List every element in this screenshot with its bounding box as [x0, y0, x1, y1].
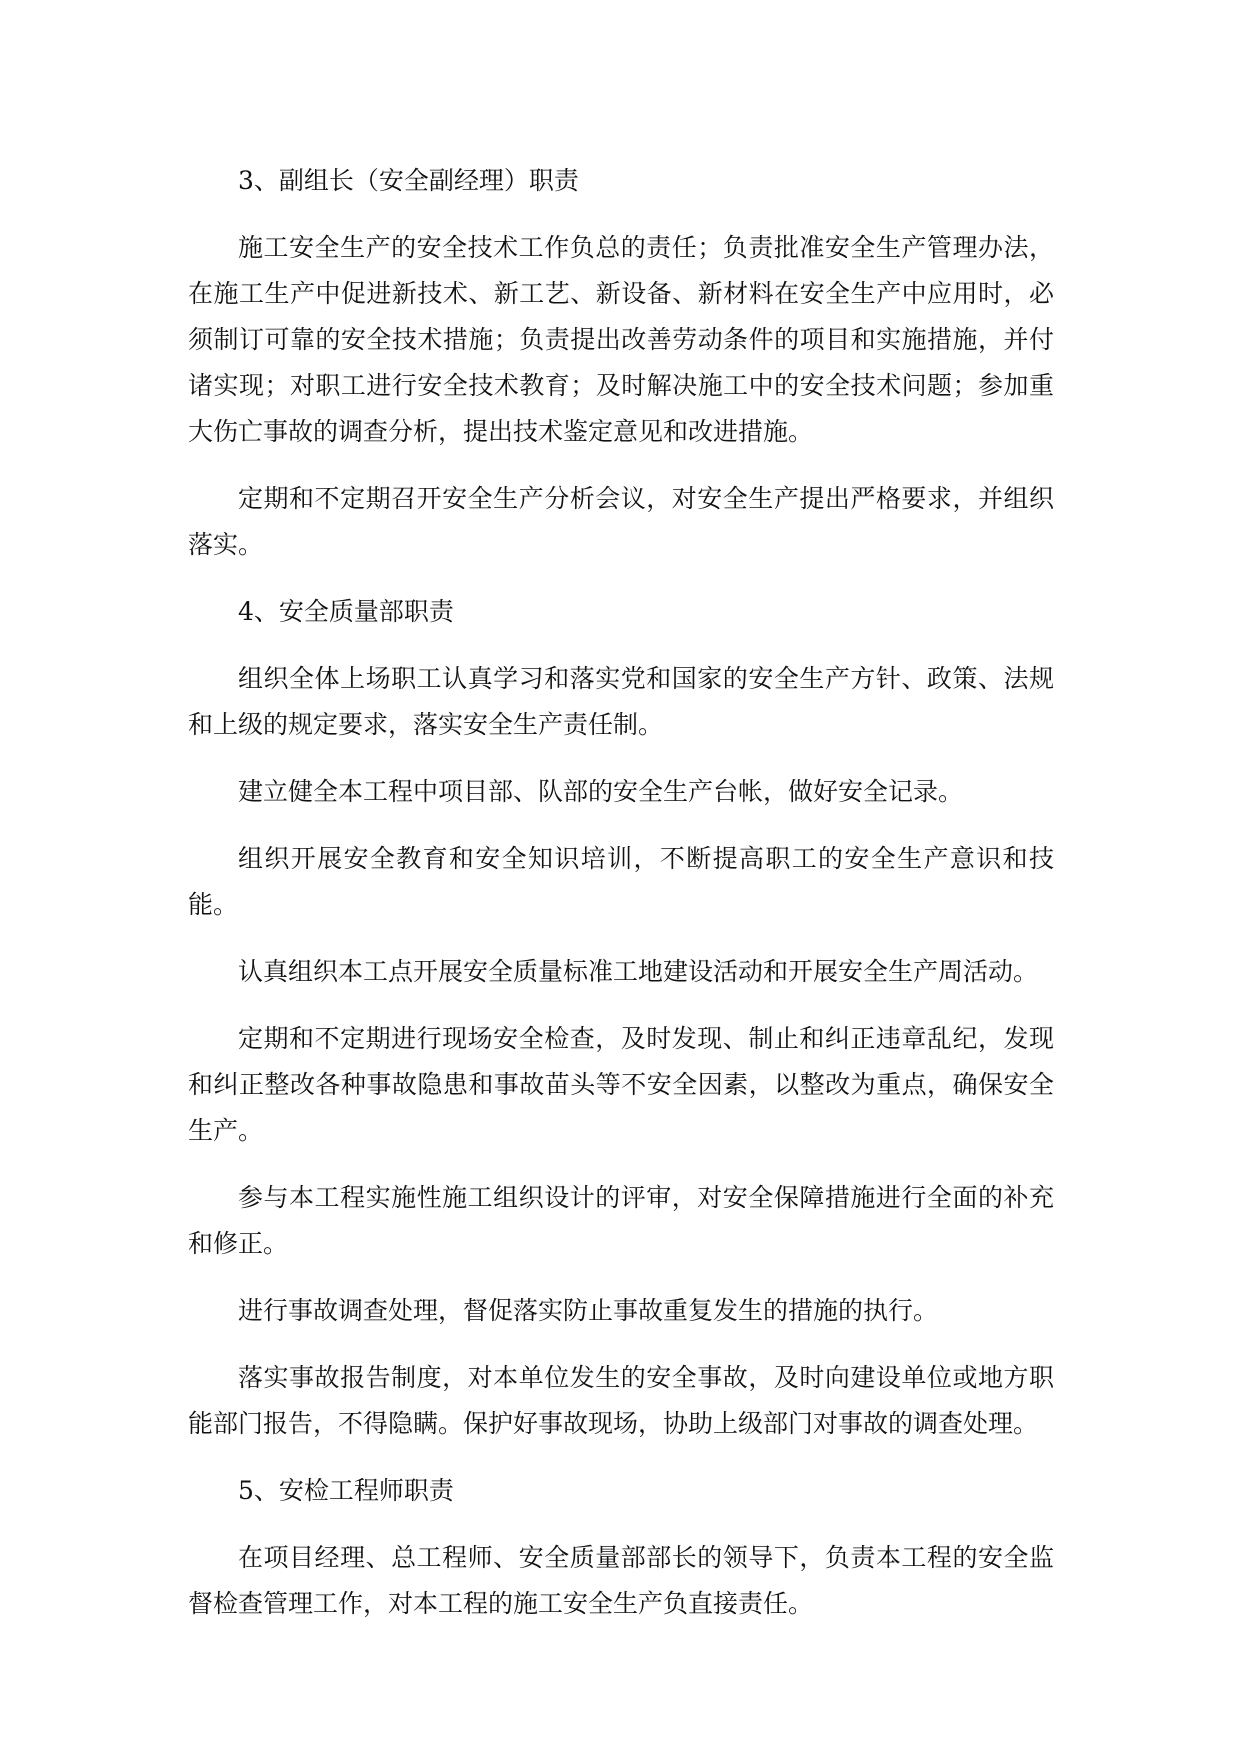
section-5 [188, 1468, 1054, 1627]
paragraph: 建立健全本工程中项目部、队部的安全生产台帐，做好安全记录。 [238, 777, 964, 806]
section-heading: 4、安全质量部职责 [238, 597, 454, 626]
section-heading: 3、副组长（安全副经理）职责 [238, 166, 579, 195]
paragraph: 定期和不定期进行现场安全检查，及时发现、制止和纠正违章乱纪，发现和纠正整改各种事故隐患和事故苗头等不安全因素，以整改为重点，确保安全生产。 [188, 1024, 1054, 1145]
paragraph: 组织开展安全教育和安全知识培训，不断提高职工的安全生产意识和技能。 [188, 844, 1054, 919]
section-heading: 5、安检工程师职责 [238, 1476, 454, 1505]
section-4 [188, 589, 1054, 1447]
paragraph: 参与本工程实施性施工组织设计的评审，对安全保障措施进行全面的补充和修正。 [188, 1183, 1054, 1258]
paragraph: 定期和不定期召开安全生产分析会议，对安全生产提出严格要求，并组织落实。 [188, 484, 1054, 559]
paragraph: 进行事故调查处理，督促落实防止事故重复发生的措施的执行。 [238, 1296, 939, 1325]
paragraph: 认真组织本工点开展安全质量标准工地建设活动和开展安全生产周活动。 [238, 957, 1039, 986]
section-3 [188, 158, 1054, 568]
paragraph: 在项目经理、总工程师、安全质量部部长的领导下，负责本工程的安全监督检查管理工作，对本工程的施工安全生产负直接责任。 [188, 1543, 1054, 1618]
paragraph: 落实事故报告制度，对本单位发生的安全事故，及时向建设单位或地方职能部门报告，不得隐瞒。保护好事故现场，协助上级部门对事故的调查处理。 [188, 1363, 1054, 1438]
document-page [188, 158, 1054, 1648]
paragraph: 施工安全生产的安全技术工作负总的责任；负责批准安全生产管理办法，在施工生产中促进新技术、新工艺、新设备、新材料在安全生产中应用时，必须制订可靠的安全技术措施；负责提出改善劳动条件的项目和实施措施，并付诸实现；对职工进行安全技术教育；及时解决施工中的安全技术问题；参加重大伤亡事故的调查分析，提出技术鉴定意见和改进措施。 [188, 233, 1054, 446]
paragraph: 组织全体上场职工认真学习和落实党和国家的安全生产方针、政策、法规和上级的规定要求，落实安全生产责任制。 [188, 664, 1054, 739]
